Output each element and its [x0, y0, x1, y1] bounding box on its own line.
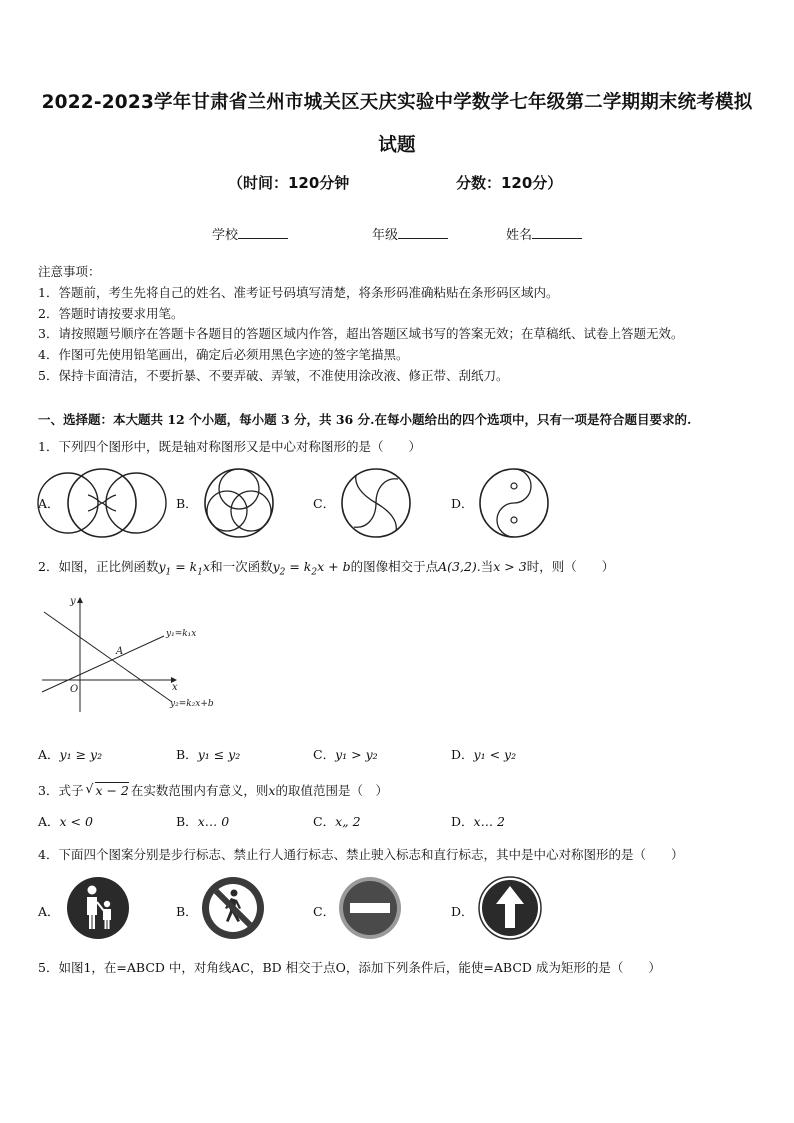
- note-item: 2．答题时请按要求用笔。: [38, 305, 184, 321]
- exam-score: 分数：120分）: [456, 174, 563, 192]
- notes-block: [38, 262, 778, 387]
- q1-option-c-label: C．: [313, 496, 336, 511]
- question-3-stem: 3．式子 √ x − 2 在实数范围内有意义，则x的取值范围是（ ）: [38, 781, 388, 798]
- question-4-stem: 4．下面四个图案分别是步行标志、禁止行人通行标志、禁止驶入标志和直行标志，其中是中心对称图形的是（ ）: [38, 847, 684, 862]
- no-pedestrians-sign-icon[interactable]: [201, 876, 265, 940]
- question-1-stem: 1．下列四个图形中，既是轴对称图形又是中心对称图形的是（ ）: [38, 439, 421, 454]
- page-title-line2: 试题: [378, 135, 416, 156]
- dot-top: [511, 483, 517, 489]
- school-field[interactable]: [212, 224, 288, 243]
- point-a: A(3,2): [438, 559, 477, 574]
- origin-label: O: [70, 684, 79, 695]
- q4-option-c-label: C．: [313, 904, 336, 919]
- pedestrian-sign-icon[interactable]: [66, 876, 130, 940]
- grade-label: 年级: [372, 228, 399, 243]
- line-y2: [44, 612, 172, 702]
- question-5-stem: 5．如图1，在=ABCD 中，对角线AC，BD 相交于点O，添加下列条件后，能使=ABCD 成为矩形的是（ ）: [38, 960, 661, 975]
- q4-option-d-label: D．: [451, 904, 474, 919]
- line1-label: y₁=k₁x: [166, 629, 197, 639]
- line2-label: y₂=k₂x+b: [170, 699, 214, 709]
- intersection-label: A: [116, 646, 124, 657]
- q3-option-a[interactable]: A．x < 0: [38, 814, 93, 829]
- exam-time: （时间：120分钟: [228, 174, 350, 192]
- y-axis-label: y: [70, 596, 76, 607]
- q4-option-a-label: A．: [38, 904, 60, 919]
- notes-heading: 注意事项：: [38, 264, 101, 279]
- note-item: 1．答题前，考生先将自己的姓名、准考证号码填写清楚，将条形码准确粘贴在条形码区域内。: [38, 284, 559, 300]
- school-label: 学校: [212, 228, 239, 243]
- q1-figure-d[interactable]: [478, 467, 550, 539]
- grade-field[interactable]: [372, 224, 448, 243]
- name-label: 姓名: [506, 228, 533, 243]
- q2-option-b[interactable]: B．y₁ ≤ y₂: [176, 747, 241, 762]
- go-straight-sign-icon[interactable]: [478, 876, 542, 940]
- note-item: 5．保持卡面清洁，不要折暴、不要弄破、弄皱，不准使用涂改液、修正带、刮纸刀。: [38, 367, 509, 383]
- q3-option-d[interactable]: D．x… 2: [451, 814, 506, 829]
- radical: √ x − 2: [85, 781, 129, 798]
- q1-option-b-label: B．: [176, 496, 198, 511]
- dot-bottom: [511, 517, 517, 523]
- name-field[interactable]: [506, 224, 582, 243]
- q2-option-d[interactable]: D．y₁ < y₂: [451, 747, 517, 762]
- section-heading: 一、选择题：本大题共 12 个小题，每小题 3 分，共 36 分.在每小题给出的四个选项中，只有一项是符合题目要求的.: [38, 412, 692, 427]
- q1-figure-b[interactable]: [203, 467, 275, 539]
- eq-y2: $y_2 = k_2x + b$: [272, 559, 351, 578]
- q1-figure-c[interactable]: [340, 467, 412, 539]
- q3-option-c[interactable]: C．x„ 2: [313, 814, 361, 829]
- eq-y1: $y_1 = k_1x$: [158, 559, 211, 578]
- q1-option-d-label: D．: [451, 496, 474, 511]
- q2-option-c[interactable]: C．y₁ > y₂: [313, 747, 378, 762]
- q1-figure-a[interactable]: [66, 467, 138, 539]
- q2-graph: [38, 592, 238, 716]
- question-2-stem: 2．如图，正比例函数$y_1 = k_1x$和一次函数$y_2 = k_2x + b$的图像相交于点A(3,2).当x > 3时，则（ ）: [38, 559, 615, 578]
- q4-option-b-label: B．: [176, 904, 198, 919]
- condition: x > 3: [493, 559, 527, 574]
- no-entry-sign-icon[interactable]: [338, 876, 402, 940]
- note-item: 4．作图可先使用铅笔画出，确定后必须用黑色字迹的签字笔描黑。: [38, 347, 409, 363]
- page-title: 2022-2023学年甘肃省兰州市城关区天庆实验中学数学七年级第二学期期末统考模拟: [41, 92, 753, 113]
- q3-option-b[interactable]: B．x… 0: [176, 814, 230, 829]
- note-item: 3．请按照题号顺序在答题卡各题目的答题区域内作答，超出答题区域书写的答案无效；在草稿纸、试卷上答题无效。: [38, 326, 684, 342]
- q1-option-a-label: A．: [38, 496, 60, 511]
- x-axis-label: x: [172, 682, 178, 693]
- q2-option-a[interactable]: A．y₁ ≥ y₂: [38, 747, 103, 762]
